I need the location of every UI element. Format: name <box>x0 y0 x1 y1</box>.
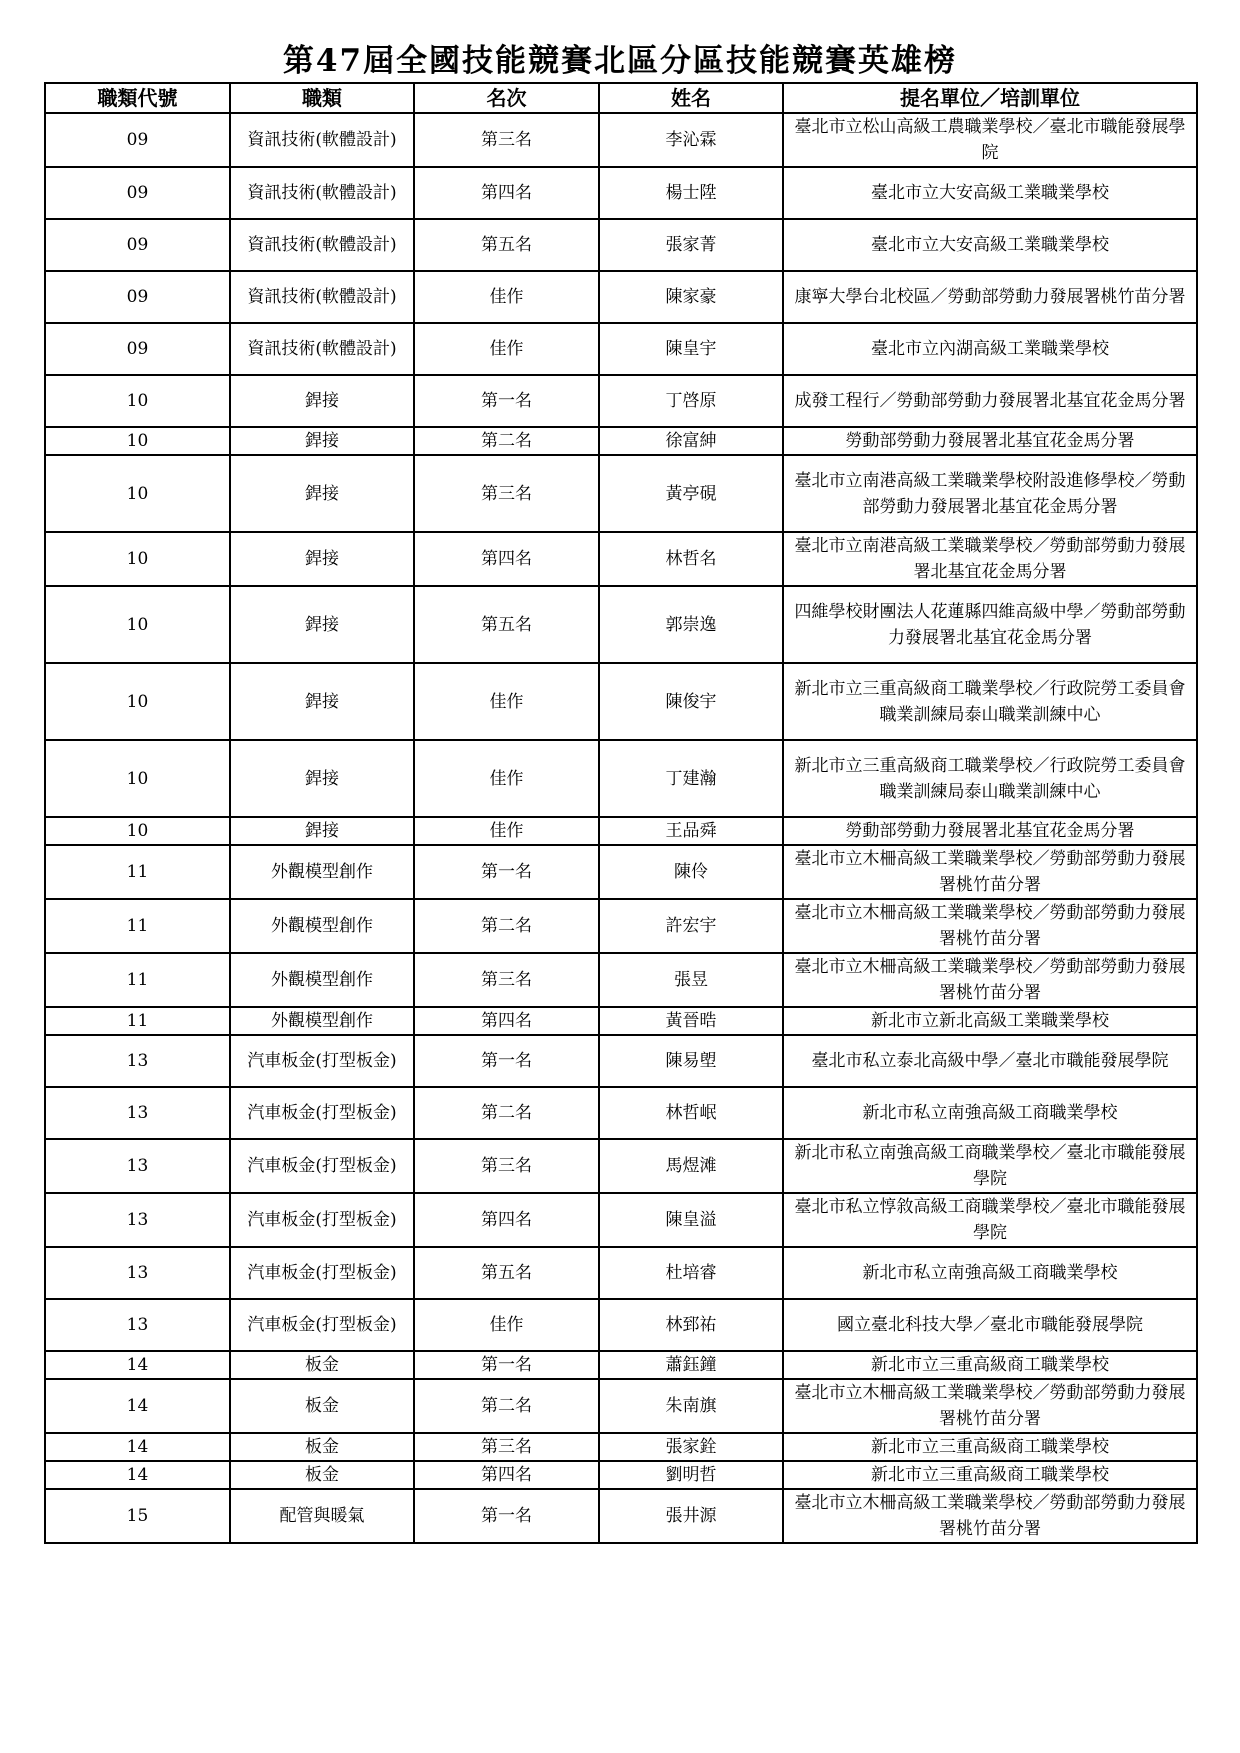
trade-cell: 汽車板金(打型板金) <box>230 1193 414 1247</box>
unit-cell: 臺北市立木柵高級工業職業學校／勞動部勞動力發展署桃竹苗分署 <box>783 1379 1197 1433</box>
name-cell: 朱南旗 <box>599 1379 783 1433</box>
name-cell: 黃晉晧 <box>599 1007 783 1035</box>
table-row <box>45 1193 1197 1247</box>
unit-cell: 新北市立三重高級商工職業學校／行政院勞工委員會職業訓練局泰山職業訓練中心 <box>783 740 1197 817</box>
table-row <box>45 1247 1197 1299</box>
header-trade-code: 職類代號 <box>45 83 230 113</box>
name-cell: 杜培睿 <box>599 1247 783 1299</box>
table-row <box>45 1139 1197 1193</box>
table-row <box>45 1461 1197 1489</box>
unit-cell: 臺北市私立惇敘高級工商職業學校／臺北市職能發展學院 <box>783 1193 1197 1247</box>
unit-cell: 新北市立三重高級商工職業學校 <box>783 1461 1197 1489</box>
trade-cell: 銲接 <box>230 427 414 455</box>
rank-cell: 第一名 <box>414 1351 599 1379</box>
rank-cell: 第三名 <box>414 1139 599 1193</box>
trade-cell: 銲接 <box>230 455 414 532</box>
rank-cell: 第二名 <box>414 427 599 455</box>
trade-code-cell: 11 <box>45 1007 230 1035</box>
unit-cell: 勞動部勞動力發展署北基宜花金馬分署 <box>783 817 1197 845</box>
name-cell: 林哲岷 <box>599 1087 783 1139</box>
trade-code-cell: 14 <box>45 1461 230 1489</box>
unit-cell: 臺北市立木柵高級工業職業學校／勞動部勞動力發展署桃竹苗分署 <box>783 1489 1197 1543</box>
table-row <box>45 953 1197 1007</box>
name-cell: 張家銓 <box>599 1433 783 1461</box>
table-row <box>45 1087 1197 1139</box>
trade-cell: 銲接 <box>230 532 414 586</box>
rank-cell: 第四名 <box>414 1193 599 1247</box>
rank-cell: 佳作 <box>414 271 599 323</box>
rank-cell: 佳作 <box>414 663 599 740</box>
table-row <box>45 817 1197 845</box>
rank-cell: 第五名 <box>414 586 599 663</box>
unit-cell: 臺北市立南港高級工業職業學校附設進修學校／勞動部勞動力發展署北基宜花金馬分署 <box>783 455 1197 532</box>
name-cell: 王品舜 <box>599 817 783 845</box>
trade-cell: 資訊技術(軟體設計) <box>230 167 414 219</box>
rank-cell: 第四名 <box>414 532 599 586</box>
trade-cell: 資訊技術(軟體設計) <box>230 271 414 323</box>
table-row <box>45 167 1197 219</box>
table-row <box>45 323 1197 375</box>
trade-code-cell: 13 <box>45 1087 230 1139</box>
trade-cell: 汽車板金(打型板金) <box>230 1247 414 1299</box>
name-cell: 郭崇逸 <box>599 586 783 663</box>
trade-code-cell: 13 <box>45 1193 230 1247</box>
unit-cell: 新北市立新北高級工業職業學校 <box>783 1007 1197 1035</box>
table-row <box>45 219 1197 271</box>
name-cell: 蕭鈺鐘 <box>599 1351 783 1379</box>
rank-cell: 第四名 <box>414 1461 599 1489</box>
trade-cell: 汽車板金(打型板金) <box>230 1035 414 1087</box>
rank-cell: 第五名 <box>414 219 599 271</box>
header-unit: 提名單位／培訓單位 <box>783 83 1197 113</box>
unit-cell: 新北市私立南強高級工商職業學校 <box>783 1087 1197 1139</box>
rank-cell: 第三名 <box>414 113 599 167</box>
rank-cell: 第四名 <box>414 167 599 219</box>
rank-cell: 第三名 <box>414 953 599 1007</box>
rank-cell: 佳作 <box>414 740 599 817</box>
name-cell: 丁建瀚 <box>599 740 783 817</box>
trade-cell: 配管與暖氣 <box>230 1489 414 1543</box>
unit-cell: 臺北市立大安高級工業職業學校 <box>783 219 1197 271</box>
trade-code-cell: 09 <box>45 271 230 323</box>
trade-cell: 板金 <box>230 1461 414 1489</box>
trade-code-cell: 15 <box>45 1489 230 1543</box>
trade-cell: 銲接 <box>230 663 414 740</box>
unit-cell: 新北市立三重高級商工職業學校／行政院勞工委員會職業訓練局泰山職業訓練中心 <box>783 663 1197 740</box>
name-cell: 黃亭硯 <box>599 455 783 532</box>
trade-code-cell: 09 <box>45 323 230 375</box>
trade-cell: 外觀模型創作 <box>230 1007 414 1035</box>
trade-cell: 銲接 <box>230 375 414 427</box>
rank-cell: 第二名 <box>414 899 599 953</box>
trade-code-cell: 10 <box>45 740 230 817</box>
trade-code-cell: 13 <box>45 1035 230 1087</box>
rank-cell: 佳作 <box>414 817 599 845</box>
table-row <box>45 740 1197 817</box>
header-row <box>45 83 1197 113</box>
unit-cell: 四維學校財團法人花蓮縣四維高級中學／勞動部勞動力發展署北基宜花金馬分署 <box>783 586 1197 663</box>
unit-cell: 臺北市立大安高級工業職業學校 <box>783 167 1197 219</box>
trade-code-cell: 10 <box>45 663 230 740</box>
name-cell: 徐富紳 <box>599 427 783 455</box>
trade-cell: 銲接 <box>230 817 414 845</box>
trade-cell: 銲接 <box>230 586 414 663</box>
table-row <box>45 271 1197 323</box>
rank-cell: 第二名 <box>414 1379 599 1433</box>
trade-code-cell: 11 <box>45 953 230 1007</box>
trade-code-cell: 10 <box>45 427 230 455</box>
unit-cell: 臺北市立木柵高級工業職業學校／勞動部勞動力發展署桃竹苗分署 <box>783 899 1197 953</box>
trade-cell: 銲接 <box>230 740 414 817</box>
table-row <box>45 586 1197 663</box>
trade-code-cell: 13 <box>45 1299 230 1351</box>
trade-cell: 資訊技術(軟體設計) <box>230 113 414 167</box>
name-cell: 劉明哲 <box>599 1461 783 1489</box>
rank-cell: 第一名 <box>414 1035 599 1087</box>
rank-cell: 第四名 <box>414 1007 599 1035</box>
table-row <box>45 1035 1197 1087</box>
table-body <box>45 113 1197 1543</box>
trade-code-cell: 10 <box>45 817 230 845</box>
trade-cell: 汽車板金(打型板金) <box>230 1087 414 1139</box>
unit-cell: 國立臺北科技大學／臺北市職能發展學院 <box>783 1299 1197 1351</box>
trade-cell: 資訊技術(軟體設計) <box>230 323 414 375</box>
trade-code-cell: 13 <box>45 1139 230 1193</box>
table-row <box>45 113 1197 167</box>
table-row <box>45 532 1197 586</box>
name-cell: 許宏宇 <box>599 899 783 953</box>
rank-cell: 第一名 <box>414 845 599 899</box>
name-cell: 陳家豪 <box>599 271 783 323</box>
trade-code-cell: 09 <box>45 113 230 167</box>
header-name: 姓名 <box>599 83 783 113</box>
unit-cell: 臺北市立木柵高級工業職業學校／勞動部勞動力發展署桃竹苗分署 <box>783 845 1197 899</box>
trade-code-cell: 14 <box>45 1433 230 1461</box>
trade-cell: 外觀模型創作 <box>230 953 414 1007</box>
unit-cell: 新北市私立南強高級工商職業學校 <box>783 1247 1197 1299</box>
name-cell: 陳皇宇 <box>599 323 783 375</box>
trade-code-cell: 11 <box>45 845 230 899</box>
name-cell: 陳皇溢 <box>599 1193 783 1247</box>
name-cell: 丁啓原 <box>599 375 783 427</box>
trade-cell: 外觀模型創作 <box>230 845 414 899</box>
table-row <box>45 455 1197 532</box>
trade-code-cell: 14 <box>45 1379 230 1433</box>
unit-cell: 康寧大學台北校區／勞動部勞動力發展署桃竹苗分署 <box>783 271 1197 323</box>
table-row <box>45 899 1197 953</box>
rank-cell: 第一名 <box>414 1489 599 1543</box>
table-row <box>45 1351 1197 1379</box>
table-row <box>45 1433 1197 1461</box>
name-cell: 陳俊宇 <box>599 663 783 740</box>
trade-cell: 板金 <box>230 1351 414 1379</box>
trade-code-cell: 10 <box>45 586 230 663</box>
header-trade: 職類 <box>230 83 414 113</box>
trade-code-cell: 09 <box>45 219 230 271</box>
table-row <box>45 1489 1197 1543</box>
unit-cell: 新北市立三重高級商工職業學校 <box>783 1351 1197 1379</box>
trade-cell: 汽車板金(打型板金) <box>230 1139 414 1193</box>
table-row <box>45 845 1197 899</box>
table-row <box>45 427 1197 455</box>
results-table <box>44 82 1198 1544</box>
unit-cell: 新北市立三重高級商工職業學校 <box>783 1433 1197 1461</box>
trade-code-cell: 09 <box>45 167 230 219</box>
trade-code-cell: 13 <box>45 1247 230 1299</box>
name-cell: 張昱 <box>599 953 783 1007</box>
name-cell: 楊士陞 <box>599 167 783 219</box>
rank-cell: 第二名 <box>414 1087 599 1139</box>
trade-cell: 板金 <box>230 1433 414 1461</box>
rank-cell: 第一名 <box>414 375 599 427</box>
name-cell: 陳易塱 <box>599 1035 783 1087</box>
trade-cell: 外觀模型創作 <box>230 899 414 953</box>
trade-code-cell: 14 <box>45 1351 230 1379</box>
rank-cell: 第三名 <box>414 455 599 532</box>
trade-cell: 板金 <box>230 1379 414 1433</box>
name-cell: 李沁霖 <box>599 113 783 167</box>
rank-cell: 第三名 <box>414 1433 599 1461</box>
name-cell: 馬煜滩 <box>599 1139 783 1193</box>
table-row <box>45 1007 1197 1035</box>
rank-cell: 第五名 <box>414 1247 599 1299</box>
name-cell: 張井源 <box>599 1489 783 1543</box>
table-row <box>45 663 1197 740</box>
name-cell: 林郅祐 <box>599 1299 783 1351</box>
trade-code-cell: 10 <box>45 375 230 427</box>
trade-code-cell: 10 <box>45 455 230 532</box>
page-title: 第47屆全國技能競賽北區分區技能競賽英雄榜 <box>282 43 958 79</box>
unit-cell: 新北市私立南強高級工商職業學校／臺北市職能發展學院 <box>783 1139 1197 1193</box>
unit-cell: 勞動部勞動力發展署北基宜花金馬分署 <box>783 427 1197 455</box>
trade-cell: 汽車板金(打型板金) <box>230 1299 414 1351</box>
table-row <box>45 1299 1197 1351</box>
unit-cell: 臺北市立木柵高級工業職業學校／勞動部勞動力發展署桃竹苗分署 <box>783 953 1197 1007</box>
trade-code-cell: 11 <box>45 899 230 953</box>
table-row <box>45 1379 1197 1433</box>
unit-cell: 成發工程行／勞動部勞動力發展署北基宜花金馬分署 <box>783 375 1197 427</box>
header-rank: 名次 <box>414 83 599 113</box>
name-cell: 林哲名 <box>599 532 783 586</box>
unit-cell: 臺北市私立泰北高級中學／臺北市職能發展學院 <box>783 1035 1197 1087</box>
trade-code-cell: 10 <box>45 532 230 586</box>
unit-cell: 臺北市立松山高級工農職業學校／臺北市職能發展學院 <box>783 113 1197 167</box>
name-cell: 張家菁 <box>599 219 783 271</box>
name-cell: 陳伶 <box>599 845 783 899</box>
trade-cell: 資訊技術(軟體設計) <box>230 219 414 271</box>
rank-cell: 佳作 <box>414 323 599 375</box>
rank-cell: 佳作 <box>414 1299 599 1351</box>
unit-cell: 臺北市立內湖高級工業職業學校 <box>783 323 1197 375</box>
unit-cell: 臺北市立南港高級工業職業學校／勞動部勞動力發展署北基宜花金馬分署 <box>783 532 1197 586</box>
table-row <box>45 375 1197 427</box>
